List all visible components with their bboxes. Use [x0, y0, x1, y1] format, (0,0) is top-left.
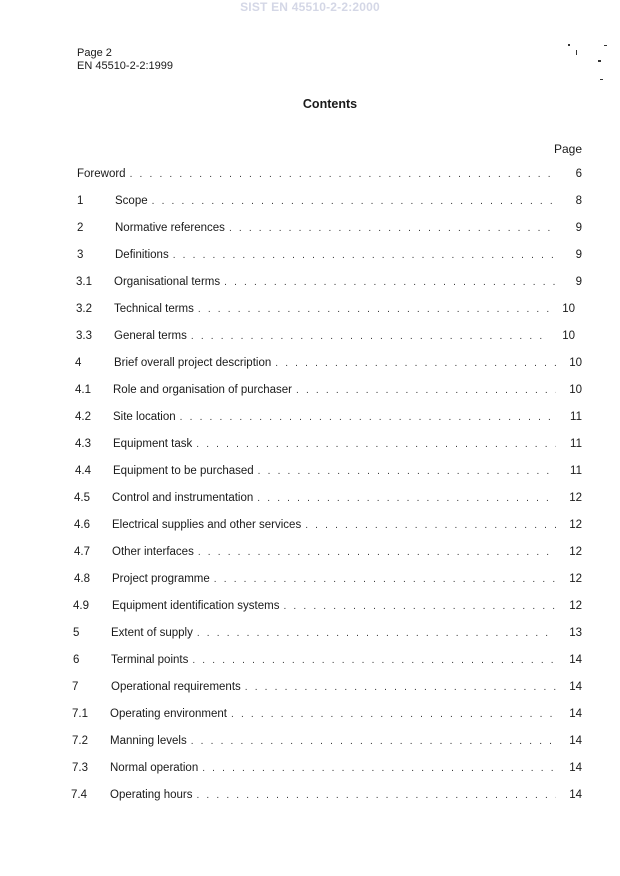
dot-leader: [202, 763, 556, 774]
dot-leader: [192, 655, 556, 666]
toc-entry[interactable]: [74, 573, 582, 589]
toc-entry-page: 12: [569, 492, 582, 504]
toc-entry-number: 3.3: [76, 330, 92, 342]
toc-entry[interactable]: [75, 357, 582, 373]
toc-entry-number: 4: [75, 357, 82, 369]
toc-entry-title: Normative references: [115, 222, 225, 234]
toc-entry[interactable]: [75, 438, 582, 454]
toc-entry-title: Extent of supply: [111, 627, 193, 639]
toc-entry-page: 12: [569, 600, 582, 612]
toc-entry-title: Equipment identification systems: [112, 600, 280, 612]
toc-entry[interactable]: [76, 330, 575, 346]
toc-entry-number: 4.1: [75, 384, 91, 396]
toc-entry[interactable]: [72, 735, 582, 751]
toc-entry-number: 7: [72, 681, 79, 693]
toc-entry[interactable]: [73, 627, 582, 643]
toc-entry-number: 7.2: [72, 735, 88, 747]
toc-entry-title: Operating environment: [110, 708, 227, 720]
toc-entry[interactable]: [76, 303, 575, 319]
dot-leader: [231, 709, 556, 720]
toc-entry-page: 10: [562, 330, 575, 342]
toc-entry-number: 4.7: [74, 546, 90, 558]
toc-entry[interactable]: [75, 411, 582, 427]
dot-leader: [245, 682, 556, 693]
toc-entry-title: Manning levels: [110, 735, 187, 747]
toc-entry[interactable]: [72, 708, 582, 724]
toc-entry-number: 5: [73, 627, 80, 639]
toc-entry-title: Site location: [113, 411, 176, 423]
toc-entry-page: 14: [569, 654, 582, 666]
toc-entry-page: 12: [569, 519, 582, 531]
dot-leader: [275, 358, 556, 369]
toc-entry-number: 3: [77, 249, 84, 261]
dot-leader: [214, 574, 556, 585]
toc-entry-title: Control and instrumentation: [112, 492, 254, 504]
dot-leader: [198, 547, 556, 558]
toc-entry[interactable]: [77, 249, 582, 265]
toc-entry[interactable]: [71, 789, 582, 805]
toc-entry-number: 2: [77, 222, 84, 234]
toc-entry-title: Scope: [115, 195, 148, 207]
toc-entry[interactable]: [75, 384, 582, 400]
dot-leader: [296, 385, 556, 396]
toc-entry-page: 9: [575, 249, 582, 261]
dot-leader: [257, 493, 556, 504]
toc-entry-title: Terminal points: [111, 654, 189, 666]
toc-entry[interactable]: [73, 600, 582, 616]
dot-leader: [224, 277, 556, 288]
toc-entry-page: 12: [569, 573, 582, 585]
page-column-header: Page: [553, 142, 582, 156]
toc-entry-title: Operational requirements: [111, 681, 241, 693]
toc-entry-number: 7.3: [72, 762, 88, 774]
toc-entry[interactable]: [75, 465, 582, 481]
dot-leader: [198, 304, 549, 315]
toc-entry-number: 3.1: [76, 276, 92, 288]
toc-entry-number: 3.2: [76, 303, 92, 315]
toc-entry-title: Equipment task: [113, 438, 193, 450]
toc-entry-number: 4.6: [74, 519, 90, 531]
toc-entry-number: 6: [73, 654, 80, 666]
toc-entry-number: 4.5: [74, 492, 90, 504]
toc-entry-number: 4.4: [75, 465, 91, 477]
toc-entry-page: 11: [570, 465, 582, 477]
dot-leader: [258, 466, 556, 477]
dot-leader: [229, 223, 556, 234]
toc-entry-page: 6: [575, 168, 582, 180]
toc-entry-page: 14: [569, 789, 582, 801]
toc-entry[interactable]: [74, 492, 582, 508]
toc-entry-title: Operating hours: [110, 789, 193, 801]
toc-entry-number: 4.2: [75, 411, 91, 423]
dot-leader: [130, 169, 556, 180]
toc-entry-title: Electrical supplies and other services: [112, 519, 302, 531]
toc-entry-page: 8: [575, 195, 582, 207]
toc-entry-page: 14: [569, 681, 582, 693]
toc-entry-page: 9: [575, 276, 582, 288]
toc-entry-title: Organisational terms: [114, 276, 221, 288]
toc-entry-page: 11: [570, 411, 582, 423]
toc-entry[interactable]: [74, 519, 582, 535]
toc-entry-title: Foreword: [77, 168, 126, 180]
toc-entry-page: 10: [569, 384, 582, 396]
toc-entry[interactable]: [72, 762, 582, 778]
toc-entry-page: 9: [575, 222, 582, 234]
toc-entry[interactable]: [72, 681, 582, 697]
dot-leader: [191, 331, 549, 342]
document-reference: EN 45510-2-2:1999: [77, 60, 174, 72]
toc-entry[interactable]: [73, 654, 582, 670]
toc-entry-page: 10: [569, 357, 582, 369]
toc-entry[interactable]: [76, 276, 582, 292]
toc-entry-number: 4.3: [75, 438, 91, 450]
toc-entry-title: Project programme: [112, 573, 210, 585]
toc-entry-number: 4.9: [73, 600, 89, 612]
toc-entry-number: 7.4: [71, 789, 87, 801]
dot-leader: [173, 250, 556, 261]
toc-entry-title: Equipment to be purchased: [113, 465, 254, 477]
toc-entry[interactable]: [77, 168, 582, 184]
toc-entry-page: 12: [569, 546, 582, 558]
dot-leader: [180, 412, 556, 423]
toc-entry-title: Technical terms: [114, 303, 194, 315]
toc-entry-title: Definitions: [115, 249, 169, 261]
page-label: Page 2: [77, 47, 112, 59]
dot-leader: [283, 601, 556, 612]
toc-entry-page: 11: [570, 438, 582, 450]
toc-entry-title: Normal operation: [110, 762, 199, 774]
toc-entry[interactable]: [77, 222, 582, 238]
dot-leader: [152, 196, 556, 207]
dot-leader: [197, 628, 556, 639]
toc-entry-number: 1: [77, 195, 84, 207]
dot-leader: [305, 520, 556, 531]
watermark: SIST EN 45510-2-2:2000: [240, 0, 380, 14]
toc-entry-number: 7.1: [72, 708, 88, 720]
toc-entry-page: 13: [569, 627, 582, 639]
toc-entry-page: 14: [569, 762, 582, 774]
toc-entry-page: 14: [569, 735, 582, 747]
dot-leader: [196, 439, 556, 450]
toc-entry-page: 14: [569, 708, 582, 720]
toc-entry-page: 10: [562, 303, 575, 315]
toc-entry[interactable]: [74, 546, 582, 562]
toc-entry-title: Brief overall project description: [114, 357, 272, 369]
toc-entry-title: General terms: [114, 330, 187, 342]
dot-leader: [191, 736, 556, 747]
toc-entry[interactable]: [77, 195, 582, 211]
toc-entry-title: Other interfaces: [112, 546, 194, 558]
dot-leader: [196, 790, 556, 801]
toc-entry-title: Role and organisation of purchaser: [113, 384, 293, 396]
toc-entry-number: 4.8: [74, 573, 90, 585]
page-title: Contents: [302, 97, 358, 111]
